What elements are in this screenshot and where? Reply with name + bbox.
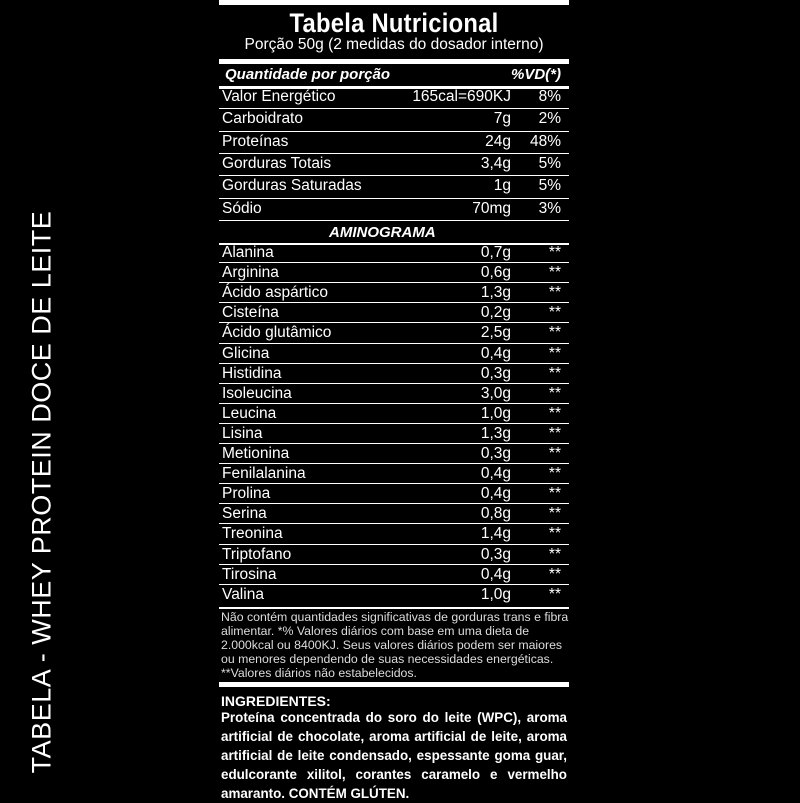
amino-row-vd: ** [548,324,561,342]
divider [219,322,569,323]
amino-row-quantity: 0,6g [480,264,511,282]
nutrient-row-name: Proteínas [222,132,289,150]
nutrient-row-vd: 48% [529,132,561,150]
nutrient-row-vd: 5% [538,177,561,195]
divider [219,483,569,484]
serving-size: Porção 50g (2 medidas do dosador interno) [244,36,544,53]
amino-row-vd: ** [548,244,561,261]
amino-row-quantity: 1,4g [480,525,511,543]
divider [219,607,569,609]
amino-row-name: Serina [222,505,267,523]
nutrient-row-vd: 3% [538,199,561,217]
divider [219,544,569,545]
amino-row-quantity: 0,8g [480,505,511,523]
nutrient-row-name: Valor Energético [222,88,336,105]
ingredients-title: INGREDIENTES: [221,693,331,709]
nutrient-row-vd: 5% [538,154,561,172]
amino-row-name: Cisteína [222,304,279,322]
table-title: Tabela Nutricional [289,8,499,38]
amino-row-name: Alanina [222,244,274,261]
amino-row-vd: ** [548,384,561,402]
amino-row-vd: ** [548,404,561,422]
amino-row-name: Isoleucina [222,384,292,402]
divider [219,463,569,464]
divider [219,423,569,424]
divider [219,682,569,687]
amino-row-vd: ** [548,565,561,583]
divider [219,363,569,364]
divider [219,131,569,132]
nutrient-row-quantity: 7g [493,110,511,128]
amino-row-quantity: 0,4g [480,485,511,503]
nutrient-row-quantity: 1g [493,177,511,195]
nutrient-row-name: Sódio [222,199,262,217]
divider [219,59,569,64]
header-quantity: Quantidade por porção [225,66,391,83]
nutrient-row-quantity: 70mg [472,199,511,217]
amino-row-quantity: 0,4g [480,565,511,583]
divider [219,584,569,585]
divider [219,108,569,109]
amino-row-vd: ** [548,445,561,462]
divider [219,220,569,221]
amino-row-quantity: 1,0g [480,404,511,422]
amino-row-name: Treonina [222,525,283,543]
amino-row-vd: ** [548,505,561,523]
amino-row-quantity: 0,3g [480,364,511,382]
amino-row-quantity: 0,3g [480,545,511,563]
nutrient-row-quantity: 24g [485,132,511,150]
amino-row-quantity: 0,2g [480,304,511,322]
side-title: TABELA - WHEY PROTEIN DOCE DE LEITE [26,210,57,774]
amino-row-quantity: 1,3g [480,424,511,442]
amino-row-name: Arginina [222,264,279,282]
amino-row-vd: ** [548,465,561,483]
amino-row-quantity: 0,4g [480,465,511,483]
nutrient-row-vd: 2% [538,110,561,128]
nutrient-row-quantity: 165cal=690KJ [412,88,511,105]
divider [219,403,569,404]
divider [219,262,569,263]
divider [219,175,569,176]
divider [219,564,569,565]
amino-row-vd: ** [548,585,561,603]
divider [219,503,569,504]
header-vd: %VD(*) [510,66,561,83]
amino-row-name: Prolina [222,485,271,503]
amino-row-name: Glicina [222,344,270,362]
nutrition-table [219,0,569,800]
amino-row-vd: ** [548,424,561,442]
amino-row-vd: ** [548,344,561,362]
amino-row-name: Tirosina [222,565,277,583]
amino-row-quantity: 1,3g [480,284,511,302]
amino-row-name: Fenilalanina [222,465,306,483]
amino-row-quantity: 0,4g [480,344,511,362]
amino-row-quantity: 0,7g [480,244,511,261]
table-header [219,66,569,86]
amino-row-name: Valina [222,585,264,603]
ingredients-text: Proteína concentrada do soro do leite (WPC), aroma artificial de chocolate, aroma artificial de leite, aroma artificial de leite condensado, espessante goma guar, edulcorante xilitol, corantes caramelo e vermelho amaranto. CONTÉM GLÚTEN. [221,710,567,801]
divider [219,302,569,303]
amino-row-vd: ** [548,545,561,563]
amino-row-quantity: 2,5g [480,324,511,342]
nutrient-row-quantity: 3,4g [480,154,511,172]
nutrient-row-name: Gorduras Saturadas [222,177,362,195]
amino-row-name: Ácido glutâmico [222,324,332,342]
amino-row-vd: ** [548,525,561,543]
amino-row-vd: ** [548,485,561,503]
nutrient-row-name: Gorduras Totais [222,154,332,172]
amino-row-vd: ** [548,284,561,302]
nutrient-row-vd: 8% [538,88,561,105]
amino-row-quantity: 1,0g [480,585,511,603]
divider [219,443,569,444]
amino-row-vd: ** [548,264,561,282]
divider [219,153,569,154]
divider [219,198,569,199]
amino-row-name: Leucina [222,404,277,422]
amino-row-quantity: 0,3g [480,445,511,462]
divider [219,523,569,524]
divider [219,282,569,283]
footnote: Não contém quantidades significativas de gorduras trans e fibra alimentar. *% Valores diários com base em uma dieta de 2.000kcal ou 8400KJ. Seus valores diários podem ser maiores ou menores dependendo de suas necessidades energéticas. **Valores diários não estabelecidos. [221,610,569,680]
divider [219,343,569,344]
divider [219,383,569,384]
aminogram-heading: AMINOGRAMA [329,224,436,241]
amino-row-quantity: 3,0g [480,384,511,402]
amino-row-name: Histidina [222,364,282,382]
amino-row-name: Triptofano [222,545,292,563]
amino-row-vd: ** [548,364,561,382]
amino-row-name: Metionina [222,445,290,462]
amino-row-vd: ** [548,304,561,322]
amino-row-name: Ácido aspártico [222,284,328,302]
amino-row-name: Lisina [222,424,263,442]
nutrient-row-name: Carboidrato [222,110,303,128]
divider [219,0,569,5]
